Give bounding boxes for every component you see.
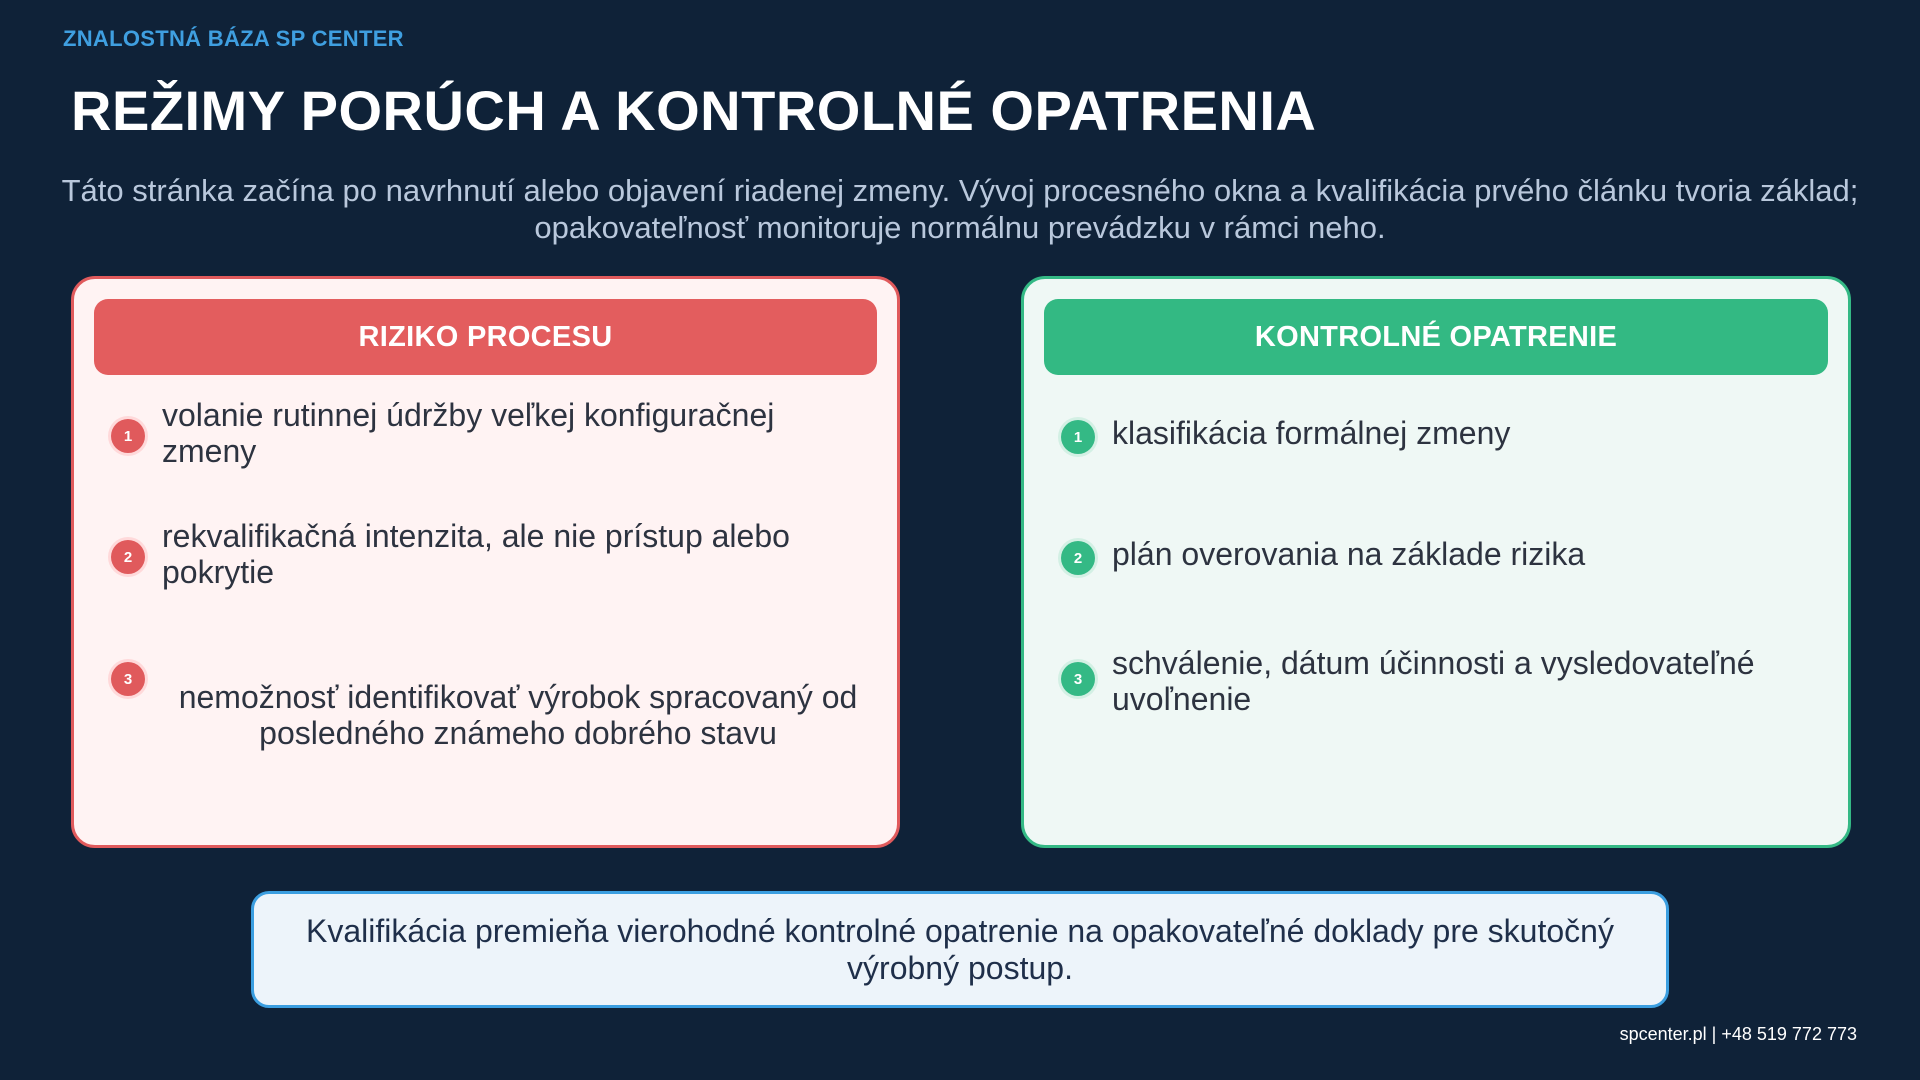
control-panel (1021, 276, 1851, 848)
control-item-text: klasifikácia formálnej zmeny (1112, 415, 1511, 451)
page-subtitle: Táto stránka začína po navrhnutí alebo objavení riadenej zmeny. Vývoj procesného okna a kvalifikácia prvého článku tvoria základ; opakovateľnosť monitoruje normálnu prevádzku v rámci neho. (61, 173, 1859, 245)
risk-item-text: volanie rutinnej údržby veľkej konfiguračnej zmeny (162, 397, 775, 469)
control-panel-header: KONTROLNÉ OPATRENIE (1044, 299, 1828, 375)
summary-callout: Kvalifikácia premieňa vierohodné kontrolné opatrenie na opakovateľné doklady pre skutočný výrobný postup. (251, 891, 1669, 1008)
risk-item-text: rekvalifikačná intenzita, ale nie prístup alebo pokrytie (162, 518, 790, 590)
footer-contact: spcenter.pl | +48 519 772 773 (1619, 1024, 1857, 1044)
control-item-text: plán overovania na základe rizika (1112, 536, 1586, 572)
page-title: REŽIMY PORÚCH A KONTROLNÉ OPATRENIA (71, 79, 1317, 142)
number-badge-icon: 1 (111, 419, 145, 453)
risk-panel-header: RIZIKO PROCESU (94, 299, 877, 375)
number-badge-icon: 2 (1061, 541, 1095, 575)
control-item-text: schválenie, dátum účinnosti a vysledovateľné uvoľnenie (1112, 645, 1755, 717)
number-badge-icon: 2 (111, 540, 145, 574)
number-badge-icon: 1 (1061, 420, 1095, 454)
page-kicker: ZNALOSTNÁ BÁZA SP CENTER (63, 26, 404, 51)
risk-item-text: nemožnosť identifikovať výrobok spracovaný od posledného známeho dobrého stavu (178, 679, 858, 751)
risk-panel (71, 276, 900, 848)
number-badge-icon: 3 (1061, 662, 1095, 696)
number-badge-icon: 3 (111, 662, 145, 696)
